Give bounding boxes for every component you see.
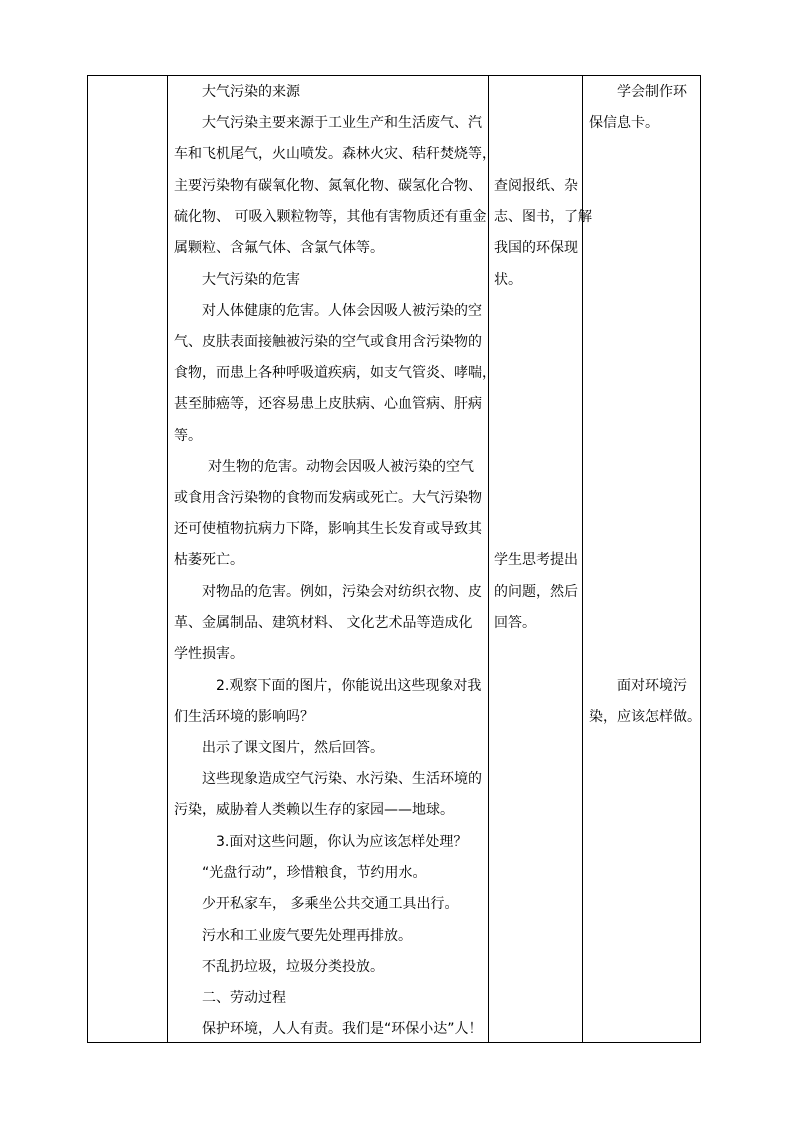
activity-line: 查阅报纸、杂 bbox=[494, 178, 578, 194]
paragraph-line: 大气污染主要来源于工业生产和生活废气、汽 bbox=[202, 115, 482, 131]
activity-line: 状。 bbox=[494, 272, 522, 288]
intent-line: 染，应该怎样做。 bbox=[589, 709, 701, 725]
activity-line: 回答。 bbox=[494, 615, 536, 631]
activity-line: 我国的环保现 bbox=[494, 240, 578, 256]
activity-line: 志、图书，了解 bbox=[494, 209, 592, 225]
paragraph-line: 对人体健康的危害。人体会因吸人被污染的空 bbox=[202, 303, 482, 319]
paragraph-line: 枯萎死亡。 bbox=[174, 552, 244, 568]
paragraph-line: 等。 bbox=[174, 428, 202, 444]
section-heading: 大气污染的来源 bbox=[202, 84, 300, 100]
question-line: 3.面对这些问题，你认为应该怎样处理？ bbox=[216, 834, 468, 850]
paragraph-line: 车和飞机尾气，火山喷发。森林火灾、秸秆焚烧等， bbox=[174, 146, 496, 162]
paragraph-line: 保护环境，人人有责。我们是“环保小达”人！ bbox=[202, 1021, 483, 1037]
paragraph-line: 少开私家车， 多乘坐公共交通工具出行。 bbox=[202, 896, 459, 912]
paragraph-line: 革、金属制品、建筑材料、 文化艺术品等造成化 bbox=[174, 615, 473, 631]
student-activity-cell bbox=[489, 76, 592, 1043]
paragraph-line: 或食用含污染物的食物而发病或死亡。大气污染物 bbox=[174, 490, 482, 506]
activity-line: 的问题，然后 bbox=[494, 584, 578, 600]
intent-line: 保信息卡。 bbox=[589, 115, 659, 131]
question-line: 2.观察下面的图片，你能说出这些现象对我 bbox=[216, 678, 482, 694]
table-row bbox=[88, 76, 701, 1043]
paragraph-line: 污水和工业废气要先处理再排放。 bbox=[202, 928, 412, 944]
paragraph-line: 这些现象造成空气污染、水污染、生活环境的 bbox=[202, 771, 482, 787]
paragraph-line: 属颗粒、含氟气体、含氯气体等。 bbox=[174, 240, 384, 256]
paragraph-line: “光盘行动”，珍惜粮食，节约用水。 bbox=[202, 865, 427, 881]
design-intent-cell bbox=[583, 76, 701, 1043]
intent-line: 学会制作环 bbox=[617, 84, 687, 100]
paragraph-line: 污染，威胁着人类赖以生存的家园——地球。 bbox=[174, 802, 454, 818]
paragraph-line: 还可使植物抗病力下降，影响其生长发育或导致其 bbox=[174, 521, 482, 537]
paragraph-line: 学性损害。 bbox=[174, 646, 244, 662]
paragraph-line: 食物，而患上各种呼吸道疾病，如支气管炎、哮喘， bbox=[174, 365, 496, 381]
paragraph-line: 对生物的危害。动物会因吸人被污染的空气 bbox=[208, 459, 474, 475]
lesson-plan-table bbox=[87, 75, 701, 1043]
section-heading: 大气污染的危害 bbox=[202, 272, 300, 288]
intent-line: 面对环境污 bbox=[617, 678, 687, 694]
question-line: 们生活环境的影响吗？ bbox=[174, 709, 314, 725]
paragraph-line: 出示了课文图片，然后回答。 bbox=[202, 740, 384, 756]
teaching-content-cell bbox=[168, 76, 496, 1043]
blank-column-cell bbox=[88, 76, 168, 1043]
paragraph-line: 主要污染物有碳氧化物、氮氧化物、碳氢化合物、 bbox=[174, 178, 482, 194]
paragraph-line: 气、皮肤表面接触被污染的空气或食用含污染物的 bbox=[174, 334, 482, 350]
paragraph-line: 对物品的危害。例如，污染会对纺织衣物、皮 bbox=[202, 584, 482, 600]
section-heading: 二、劳动过程 bbox=[202, 990, 286, 1006]
activity-line: 学生思考提出 bbox=[494, 552, 578, 568]
paragraph-line: 甚至肺癌等，还容易患上皮肤病、心血管病、肝病 bbox=[174, 396, 482, 412]
paragraph-line: 不乱扔垃圾，垃圾分类投放。 bbox=[202, 959, 384, 975]
paragraph-line: 硫化物、 可吸入颗粒物等，其他有害物质还有重金 bbox=[174, 209, 487, 225]
